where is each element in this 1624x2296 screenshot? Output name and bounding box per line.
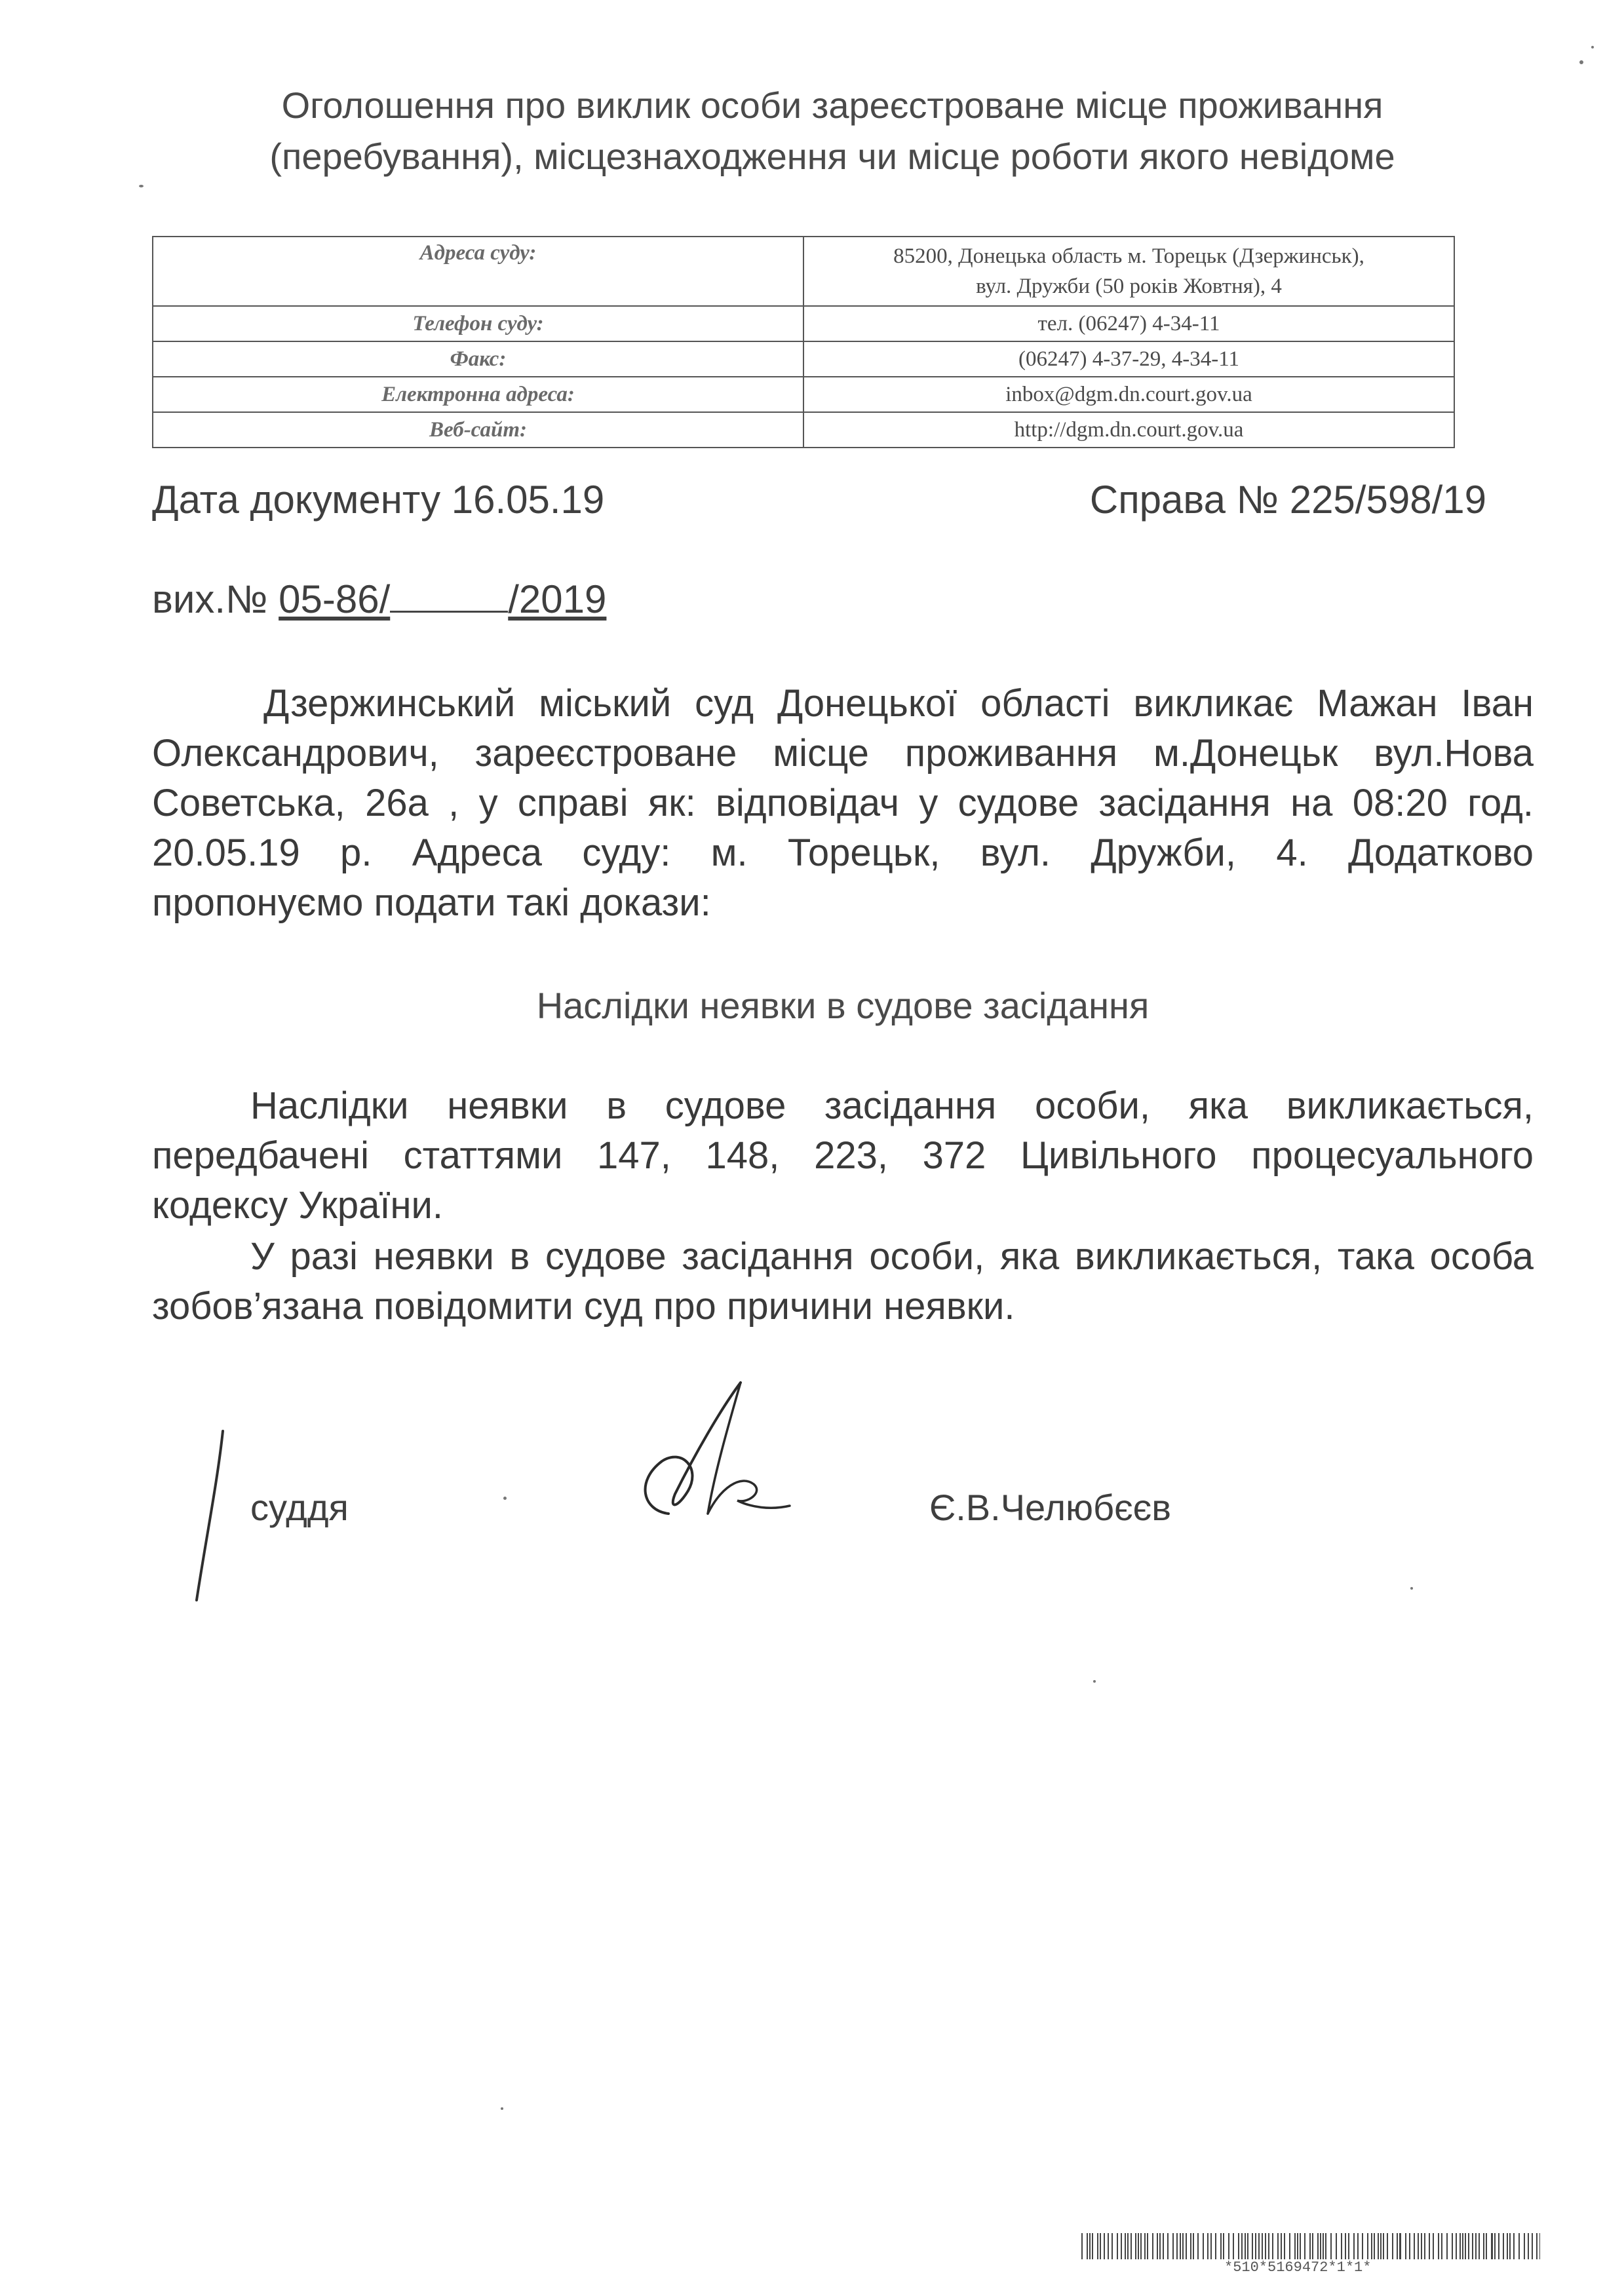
barcode-bar [1281, 2233, 1282, 2259]
barcode-bar [1131, 2233, 1132, 2259]
obligation-line-1: У разі неявки в судове засідання особи, яка викликається, така особа [250, 1235, 1534, 1278]
barcode-bar [1309, 2233, 1311, 2259]
barcode-bar [1414, 2233, 1415, 2259]
barcode-bar [1089, 2233, 1091, 2259]
barcode-bar [1190, 2233, 1191, 2259]
barcode-bar [1532, 2233, 1533, 2259]
barcode-bar [1330, 2233, 1332, 2259]
barcode-bar [1255, 2233, 1256, 2259]
barcode-bar [1207, 2233, 1208, 2259]
barcode-bar [1503, 2233, 1504, 2259]
court-fax-label: Факс: [153, 341, 803, 377]
barcode-bar [1138, 2233, 1139, 2259]
court-email-row [153, 377, 1454, 412]
barcode-bar [1159, 2233, 1161, 2259]
barcode-bar [1121, 2233, 1122, 2259]
barcode-bar [1479, 2233, 1480, 2259]
barcode-bar [1336, 2233, 1337, 2259]
court-info-table [152, 236, 1455, 448]
barcode-bar [1186, 2233, 1187, 2259]
title-line-1: Оголошення про виклик особи зареєстроване місце проживання [281, 85, 1383, 126]
barcode-bar [1513, 2233, 1515, 2259]
barcode-bar [1446, 2233, 1448, 2259]
scan-speck [1410, 1587, 1413, 1590]
barcode-bar [1405, 2233, 1406, 2259]
barcode-bar [1424, 2233, 1425, 2259]
barcode-bar [1180, 2233, 1181, 2259]
barcode-bar [1341, 2233, 1342, 2259]
handwritten-slash-mark [191, 1428, 231, 1605]
barcode-bar [1367, 2233, 1368, 2259]
barcode-bar [1539, 2233, 1540, 2259]
barcode-bar [1157, 2233, 1158, 2259]
court-fax-row [153, 341, 1454, 377]
court-email-value: inbox@dgm.dn.court.gov.ua [803, 377, 1454, 412]
consequences-paragraph [152, 1081, 1534, 1231]
barcode-bar [1197, 2233, 1199, 2259]
barcode-bar [1397, 2233, 1398, 2259]
barcode-bar [1452, 2233, 1453, 2259]
scan-speck [1579, 60, 1583, 64]
court-address-value [803, 237, 1454, 306]
scan-speck [1591, 46, 1594, 48]
barcode-bar [1325, 2233, 1326, 2259]
judge-signature [629, 1376, 800, 1540]
scan-speck [503, 1497, 507, 1500]
barcode-bar [1294, 2233, 1296, 2259]
barcode-bar [1468, 2233, 1469, 2259]
barcode-bar [1429, 2233, 1430, 2259]
barcode-bar [1465, 2233, 1466, 2259]
barcode-bar [1438, 2233, 1439, 2259]
barcode-bar [1297, 2233, 1298, 2259]
barcode-bar [1092, 2233, 1093, 2259]
barcode-bar [1247, 2233, 1248, 2259]
summons-line-4: 20.05.19 р. Адреса суду: м. Торецьк, вул. Дружби, 4. Додатково [152, 832, 1534, 874]
barcode-bar [1371, 2233, 1372, 2259]
barcode-bar [1108, 2233, 1109, 2259]
barcode-bar [1140, 2233, 1142, 2259]
barcode-bar [1304, 2233, 1305, 2259]
summons-line-5: пропонуємо подати такі докази: [152, 881, 711, 924]
barcode-bar [1312, 2233, 1313, 2259]
barcode-bar [1509, 2233, 1511, 2259]
court-address-line-2: вул. Дружби (50 років Жовтня), 4 [976, 275, 1282, 298]
consequences-line-3: кодексу України. [152, 1184, 444, 1227]
summons-line-1: Дзержинський міський суд Донецької області викликає Мажан Іван [263, 682, 1534, 725]
barcode-number: *510*5169472*1*1* [1224, 2259, 1372, 2276]
barcode-bar [1220, 2233, 1222, 2259]
barcode-bar [1348, 2233, 1349, 2259]
barcode-bar [1238, 2233, 1239, 2259]
barcode-bar [1475, 2233, 1477, 2259]
court-address-label: Адреса суду: [153, 237, 803, 306]
case-number: Справа № 225/598/19 [1089, 478, 1486, 522]
barcode-bar [1353, 2233, 1355, 2259]
scan-speck [1093, 1680, 1096, 1683]
court-website-label: Веб-сайт: [153, 412, 803, 448]
barcode-bar [1460, 2233, 1461, 2259]
barcode-bar [1392, 2233, 1393, 2259]
barcode-bar [1378, 2233, 1379, 2259]
barcode-bar [1483, 2233, 1484, 2259]
barcode-bar [1491, 2233, 1493, 2259]
barcode-bar [1144, 2233, 1146, 2259]
consequences-line-2: передбачені статтями 147, 148, 223, 372 Цивільного процесуального [152, 1134, 1534, 1177]
barcode-bar [1399, 2233, 1401, 2259]
document-title [131, 80, 1534, 182]
court-website-row [153, 412, 1454, 448]
title-line-2: (перебування), місцезнаходження чи місце роботи якого невідоме [269, 136, 1395, 177]
barcode-bar [1486, 2233, 1487, 2259]
obligation-line-2: зобов’язана повідомити суд про причини неявки. [152, 1285, 1015, 1328]
outgoing-code: 05-86/ [279, 577, 391, 621]
summons-line-2: Олександрович, зареєстроване місце проживання м.Донецьк вул.Нова [152, 732, 1534, 775]
outgoing-number [152, 577, 606, 622]
barcode-bar [1472, 2233, 1473, 2259]
barcode-bar [1215, 2233, 1216, 2259]
barcode-bar [1536, 2233, 1537, 2259]
court-fax-value: (06247) 4-37-29, 4-34-11 [803, 341, 1454, 377]
barcode-bar [1418, 2233, 1419, 2259]
barcode-bar [1277, 2233, 1279, 2259]
barcode-bar [1345, 2233, 1346, 2259]
barcode-bar [1362, 2233, 1363, 2259]
barcode-bar [1252, 2233, 1253, 2259]
barcode-bar [1241, 2233, 1243, 2259]
barcode-bar [1163, 2233, 1164, 2259]
barcode-bar [1383, 2233, 1384, 2259]
consequences-line-1: Наслідки неявки в судове засідання особи, яка викликається, [250, 1084, 1534, 1127]
barcode-bar [1456, 2233, 1457, 2259]
barcode-bar [1172, 2233, 1174, 2259]
barcode-bar [1152, 2233, 1153, 2259]
barcode-bar [1507, 2233, 1508, 2259]
barcode-bar [1462, 2233, 1463, 2259]
barcode-bar [1494, 2233, 1496, 2259]
barcode-bar [1097, 2233, 1098, 2259]
barcode-bar [1135, 2233, 1136, 2259]
barcode-bar [1210, 2233, 1212, 2259]
barcode-bar [1289, 2233, 1290, 2259]
barcode-bar [1176, 2233, 1178, 2259]
barcode-graphic [1081, 2233, 1540, 2259]
document-date: Дата документу 16.05.19 [152, 478, 605, 522]
barcode-bar [1193, 2233, 1194, 2259]
barcode-bar [1262, 2233, 1263, 2259]
barcode-bar [1524, 2233, 1525, 2259]
barcode-bar [1147, 2233, 1148, 2259]
barcode-bar [1320, 2233, 1321, 2259]
judge-name: Є.В.Челюбєєв [929, 1487, 1171, 1528]
barcode-bar [1117, 2233, 1118, 2259]
barcode-bar [1081, 2233, 1083, 2259]
barcode-bar [1380, 2233, 1382, 2259]
barcode-bar [1300, 2233, 1301, 2259]
barcode-bar [1223, 2233, 1224, 2259]
barcode-bar [1100, 2233, 1101, 2259]
summons-paragraph [152, 679, 1534, 928]
barcode-bar [1441, 2233, 1442, 2259]
court-phone-row [153, 306, 1454, 341]
court-phone-label: Телефон суду: [153, 306, 803, 341]
barcode-bar [1233, 2233, 1234, 2259]
court-phone-value: тел. (06247) 4-34-11 [803, 306, 1454, 341]
barcode-bar [1087, 2233, 1088, 2259]
barcode-bar [1272, 2233, 1273, 2259]
barcode-bar [1421, 2233, 1422, 2259]
barcode-bar [1433, 2233, 1434, 2259]
barcode-bar [1409, 2233, 1410, 2259]
barcode-bar [1127, 2233, 1129, 2259]
obligation-paragraph [152, 1232, 1534, 1331]
court-email-label: Електронна адреса: [153, 377, 803, 412]
barcode-bar [1498, 2233, 1499, 2259]
barcode-bar [1268, 2233, 1269, 2259]
barcode-bar [1125, 2233, 1126, 2259]
barcode-bar [1258, 2233, 1260, 2259]
barcode-bar [1317, 2233, 1319, 2259]
judge-role-label: суддя [250, 1487, 349, 1528]
barcode-bar [1357, 2233, 1359, 2259]
barcode-bar [1182, 2233, 1184, 2259]
barcode-bar [1203, 2233, 1204, 2259]
barcode-bar [1387, 2233, 1388, 2259]
barcode-bar [1265, 2233, 1266, 2259]
scan-speck [501, 2107, 503, 2110]
outgoing-year: /2019 [508, 577, 607, 621]
court-website-value: http://dgm.dn.court.gov.ua [803, 412, 1454, 448]
barcode-bar [1112, 2233, 1113, 2259]
barcode-bar [1104, 2233, 1105, 2259]
barcode-bar [1228, 2233, 1229, 2259]
barcode-bar [1284, 2233, 1285, 2259]
barcode-bar [1167, 2233, 1169, 2259]
summons-line-3: Советська, 26а , у справі як: відповідач у судове засідання на 08:20 год. [152, 782, 1534, 824]
barcode-bar [1323, 2233, 1324, 2259]
outgoing-prefix: вих.№ [152, 577, 279, 621]
court-address-row [153, 237, 1454, 306]
barcode-bar [1528, 2233, 1529, 2259]
outgoing-blank [390, 584, 508, 613]
consequences-heading: Наслідки неявки в судове засідання [536, 985, 1150, 1026]
scan-speck [139, 185, 144, 187]
barcode-bar [1374, 2233, 1375, 2259]
barcode-bar [1245, 2233, 1246, 2259]
court-address-line-1: 85200, Донецька область м. Торецьк (Дзержинськ), [893, 244, 1364, 268]
barcode-bar [1518, 2233, 1520, 2259]
